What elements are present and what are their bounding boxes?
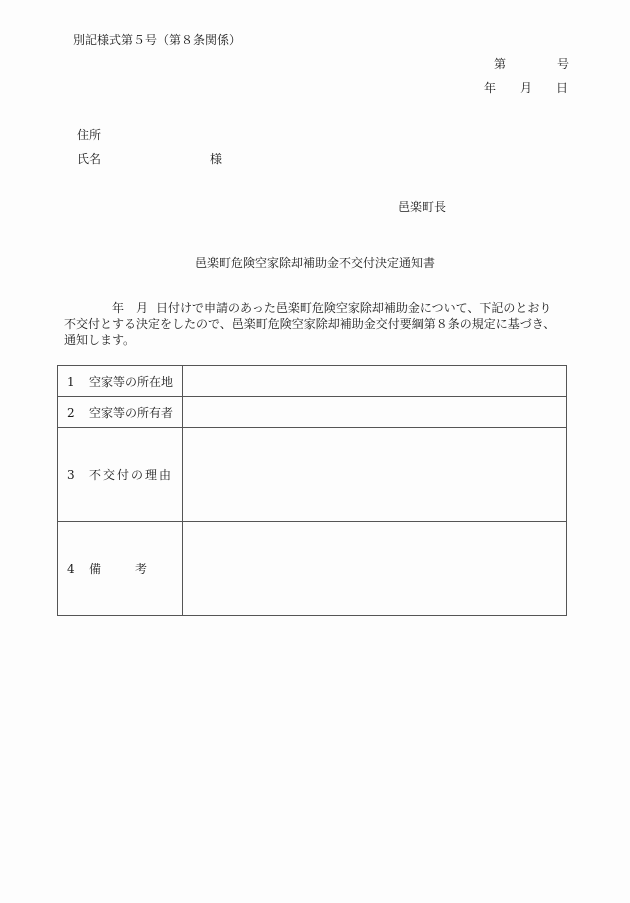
doc-number-suffix: 号 (557, 57, 570, 71)
body-month: 月 (136, 301, 149, 315)
table-row (58, 522, 567, 616)
row-value-location (183, 366, 567, 397)
date-month-label: 月 (520, 81, 533, 95)
table-row (58, 366, 567, 397)
row-value-reason (183, 428, 567, 522)
row-label-text: 不交付の理由 (89, 468, 174, 482)
row-label-reason (58, 428, 183, 522)
recipient-honorific: 様 (210, 152, 223, 166)
document-title: 邑楽町危険空家除却補助金不交付決定通知書 (194, 256, 435, 270)
row-label-text: 空家等の所在地 (89, 374, 174, 389)
row-label-text-b: 考 (135, 562, 148, 576)
recipient-name-label: 氏名 (77, 152, 102, 166)
row-number: 3 (67, 468, 75, 482)
row-label-remarks (58, 522, 183, 616)
row-label-text: 空家等の所有者 (89, 405, 174, 420)
row-number: 1 (67, 374, 75, 389)
table-row (58, 428, 567, 522)
form-label: 別記様式第５号（第８条関係） (73, 33, 242, 47)
recipient-address-label: 住所 (77, 128, 102, 142)
date-year-label: 年 (484, 81, 497, 95)
body-line-1-rest: 日付けで申請のあった邑楽町危険空家除却補助金について、下記のとおり (156, 301, 552, 315)
info-table (57, 365, 567, 616)
date-day-label: 日 (556, 81, 569, 95)
table-row (58, 397, 567, 428)
body-text (64, 300, 570, 348)
body-line-2: 不交付とする決定をしたので、邑楽町危険空家除却補助金交付要綱第８条の規定に基づき、 (64, 317, 556, 331)
body-year: 年 (112, 301, 125, 315)
row-value-remarks (183, 522, 567, 616)
row-value-owner (183, 397, 567, 428)
row-number: 4 (67, 562, 75, 576)
row-label-location (58, 366, 183, 397)
doc-number-label: 第 (494, 57, 507, 71)
row-label-owner (58, 397, 183, 428)
row-label-text-a: 備 (89, 562, 102, 576)
issuer-name: 邑楽町長 (398, 200, 447, 214)
body-line-1 (64, 300, 570, 316)
row-number: 2 (67, 405, 75, 420)
body-line-3: 通知します。 (64, 333, 136, 347)
